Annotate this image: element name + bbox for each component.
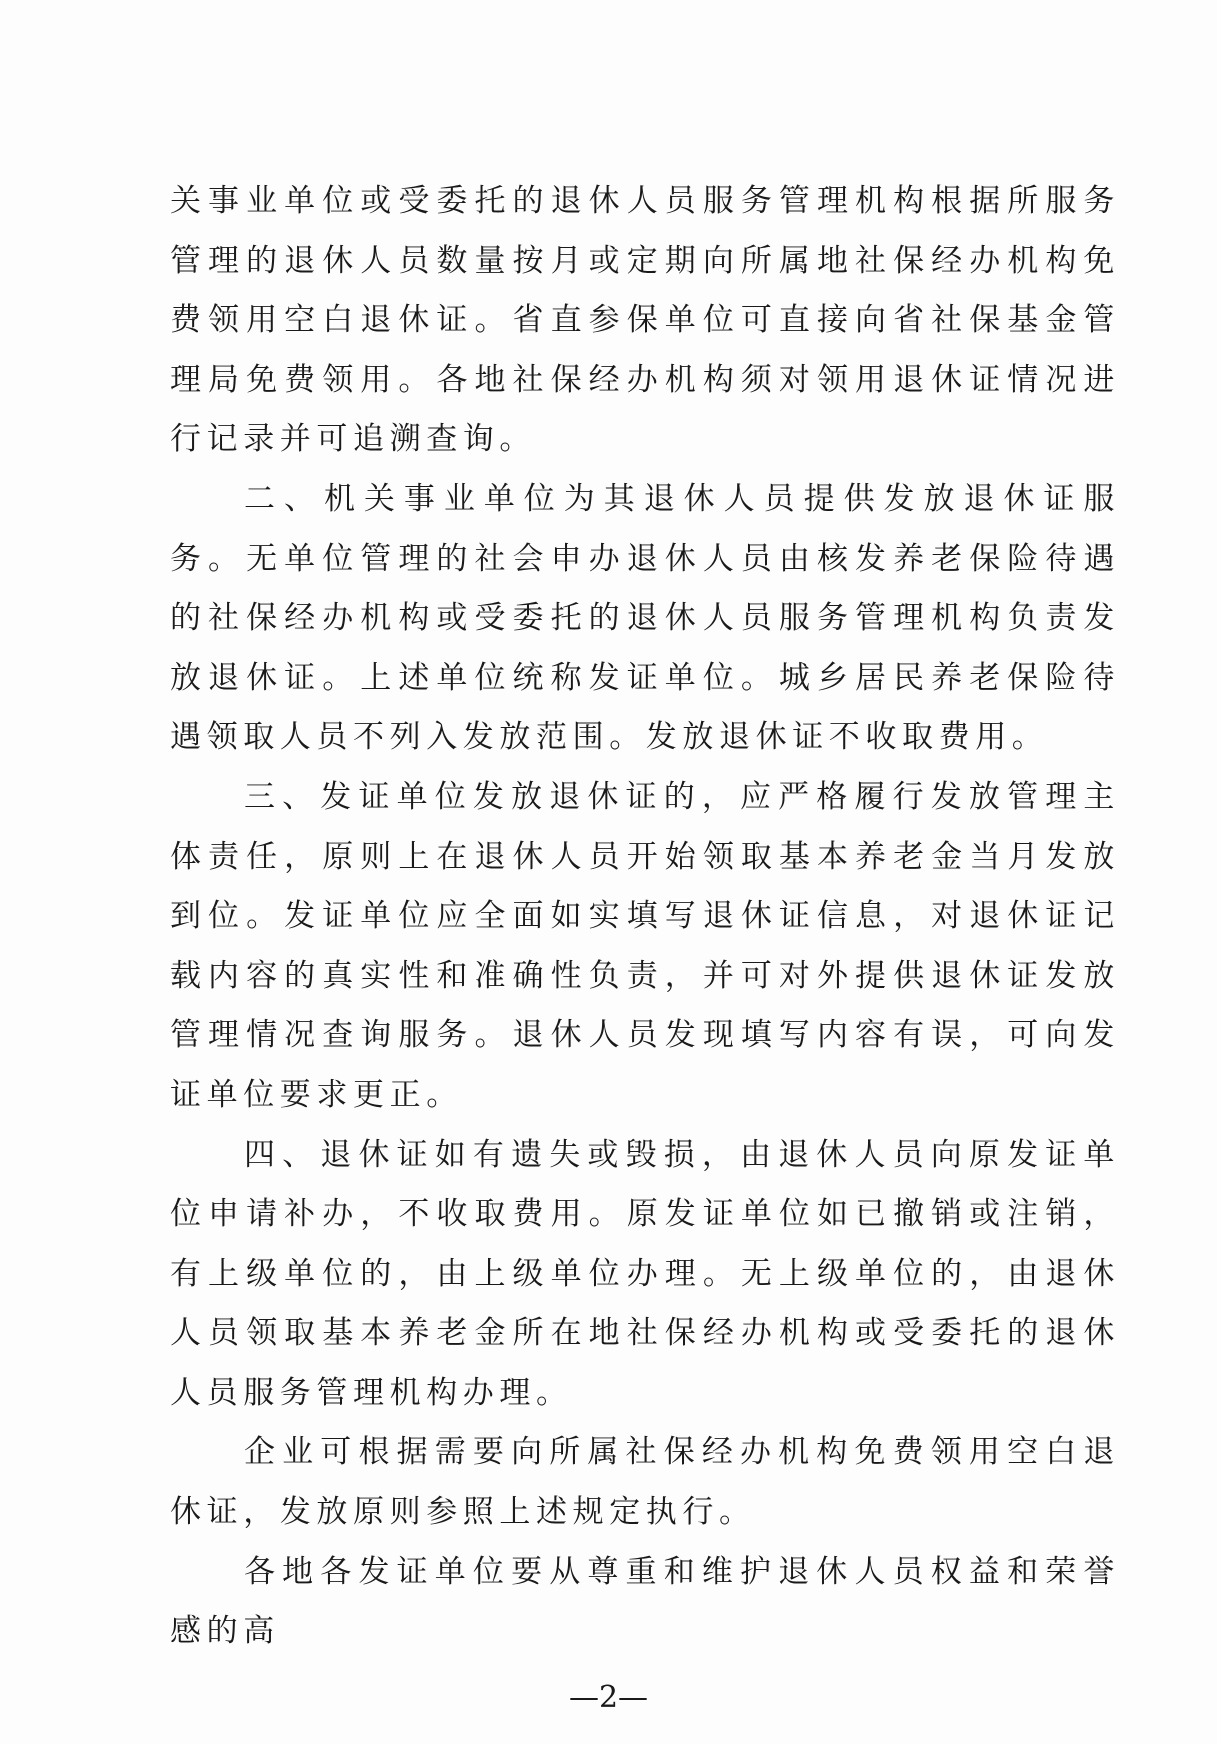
paragraph: 二、机关事业单位为其退休人员提供发放退休证服务。无单位管理的社会申办退休人员由核发养老保险待遇的社保经办机构或受委托的退休人员服务管理机构负责发放退休证。上述单位统称发证单位。城乡居民养老保险待遇领取人员不列入发放范围。发放退休证不收取费用。 (170, 480, 1120, 756)
body-text (170, 172, 1120, 1662)
paragraph: 四、退休证如有遗失或毁损，由退休人员向原发证单位申请补办，不收取费用。原发证单位如已撤销或注销，有上级单位的，由上级单位办理。无上级单位的，由退休人员领取基本养老金所在地社保经办机构或受委托的退休人员服务管理机构办理。 (170, 1136, 1120, 1411)
paragraph: 企业可根据需要向所属社保经办机构免费领用空白退休证，发放原则参照上述规定执行。 (170, 1434, 1120, 1531)
page-number: —2— (568, 1680, 649, 1715)
paragraph: 三、发证单位发放退休证的，应严格履行发放管理主体责任，原则上在退休人员开始领取基本养老金当月发放到位。发证单位应全面如实填写退休证信息，对退休证记载内容的真实性和准确性负责，并可对外提供退休证发放管理情况查询服务。退休人员发现填写内容有误，可向发证单位要求更正。 (170, 778, 1120, 1113)
paragraph: 关事业单位或受委托的退休人员服务管理机构根据所服务管理的退休人员数量按月或定期向所属地社保经办机构免费领用空白退休证。省直参保单位可直接向省社保基金管理局免费领用。各地社保经办机构须对领用退休证情况进行记录并可追溯查询。 (170, 183, 1120, 458)
paragraph: 各地各发证单位要从尊重和维护退休人员权益和荣誉感的高 (170, 1553, 1120, 1650)
